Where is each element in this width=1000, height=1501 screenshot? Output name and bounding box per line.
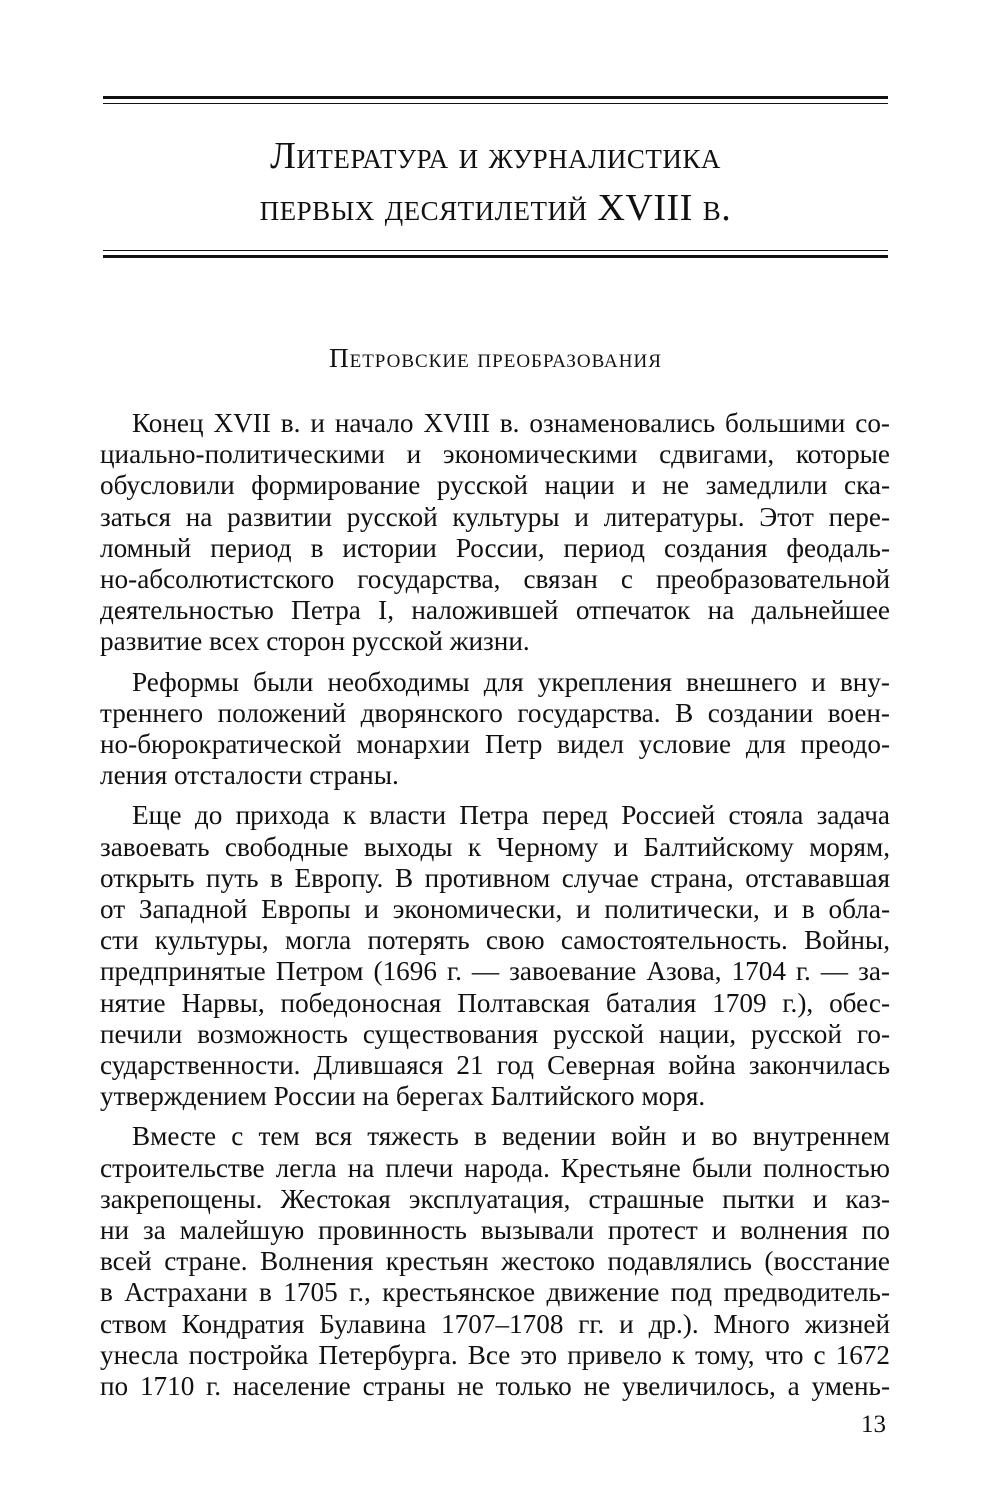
paragraph-line: строительстве легла на плечи народа. Крестьяне были полностью [100, 1152, 890, 1183]
bottom-rule-thin [103, 250, 888, 251]
paragraph-line: заться на развитии русской культуры и литературы. Этот пере- [100, 501, 890, 532]
paragraph-line: сти культуры, могла потерять свою самостоятельность. Войны, [100, 925, 890, 956]
paragraph-line: по 1710 г. население страны не только не увеличилось, а умень- [100, 1371, 890, 1402]
paragraph-line: развитие всех сторон русской жизни. [100, 626, 530, 657]
paragraph-line: завоевать свободные выходы к Черному и Балтийскому морям, [100, 831, 890, 862]
top-double-rule [103, 96, 888, 104]
paragraph-line: но-бюрократической монархии Петр видел условие для преодо- [100, 729, 890, 760]
paragraph-line: от Западной Европы и экономически, и политически, и в обла- [100, 894, 890, 925]
paragraph-line: сударственности. Длившаяся 21 год Северная война закончилась [100, 1050, 890, 1081]
paragraph-2 [100, 667, 890, 792]
chapter-title-line-2: первых десятилетий XVIII в. [259, 187, 732, 229]
paragraph-line: Еще до прихода к власти Петра перед Россией стояла задача [132, 800, 890, 831]
paragraph-line: обусловили формирование русской нации и не замедлили ска- [100, 470, 890, 501]
paragraph-line: утверждением России на берегах Балтийского моря. [100, 1081, 706, 1112]
paragraph-line: ления отсталости страны. [100, 760, 399, 791]
bottom-rule-thick [103, 255, 888, 258]
paragraph-line: циально-политическими и экономическими сдвигами, которые [100, 439, 890, 470]
bottom-double-rule [103, 250, 888, 258]
paragraph-line: печили возможность существования русской нации, русской го- [100, 1018, 890, 1049]
paragraph-line: закрепощены. Жестокая эксплуатация, страшные пытки и каз- [100, 1183, 890, 1214]
paragraph-line: ломный период в истории России, период создания феодаль- [100, 532, 890, 563]
chapter-title-line-1: Литература и журналистика [270, 135, 721, 177]
paragraph-line: треннего положений дворянского государства. В создании воен- [100, 697, 890, 728]
page-number: 13 [861, 1411, 886, 1438]
paragraph-line: нятие Нарвы, победоносная Полтавская баталия 1709 г.), обес- [100, 987, 890, 1018]
paragraph-line: в Астрахани в 1705 г., крестьянское движение под предводитель- [100, 1277, 890, 1308]
paragraph-line: унесла постройка Петербурга. Все это привело к тому, что с 1672 [100, 1339, 890, 1370]
paragraph-1 [100, 408, 890, 658]
paragraph-line: предпринятые Петром (1696 г. — завоевание Азова, 1704 г. — за- [100, 956, 890, 987]
paragraph-4 [100, 1121, 890, 1402]
paragraph-line: ством Кондратия Булавина 1707–1708 гг. и др.). Много жизней [100, 1308, 890, 1339]
paragraph-line: открыть путь в Европу. В противном случае страна, отстававшая [100, 862, 890, 893]
paragraph-line: Вместе с тем вся тяжесть в ведении войн и во внутреннем [132, 1121, 890, 1152]
body-text [100, 408, 890, 1411]
paragraph-line: но-абсолютистского государства, связан с преобразовательной [100, 564, 890, 595]
paragraph-line: деятельностью Петра I, наложившей отпечаток на дальнейшее [100, 595, 890, 626]
paragraph-line: Конец XVII в. и начало XVIII в. ознаменовались большими со- [132, 408, 890, 438]
section-title: Петровские преобразования [329, 343, 662, 373]
chapter-title [103, 130, 888, 234]
paragraph-3 [100, 800, 890, 1112]
top-rule-thin [103, 103, 888, 104]
paragraph-line: Реформы были необходимы для укрепления внешнего и вну- [132, 666, 890, 697]
paragraph-line: ни за малейшую провинность вызывали протест и волнения по [100, 1215, 890, 1246]
top-rule-thick [103, 96, 888, 99]
paragraph-line: всей стране. Волнения крестьян жестоко подавлялись (восстание [100, 1246, 890, 1277]
